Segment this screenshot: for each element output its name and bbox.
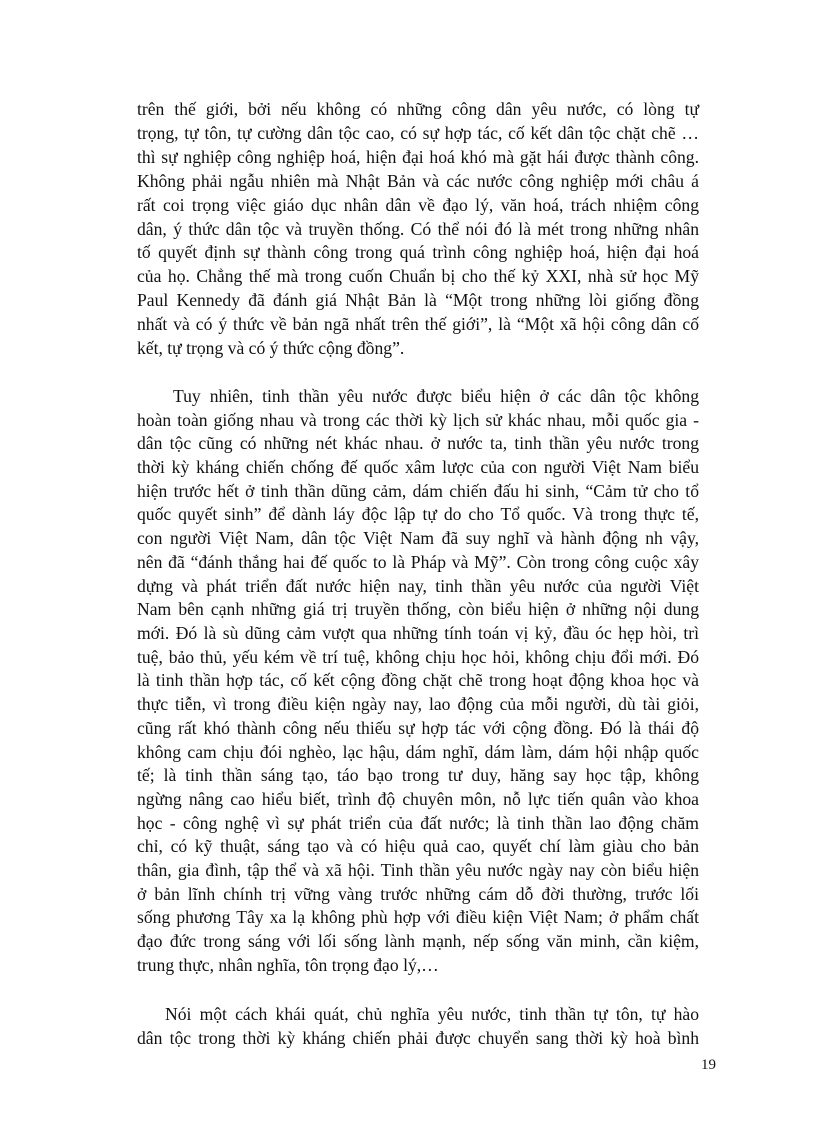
text-line: thời kỳ kháng chiến chống đế quốc xâm lược của con người Việt Nam biểu: [137, 457, 699, 478]
paragraph-1: [137, 98, 699, 361]
text-line: của họ. Chẳng thế mà trong cuốn Chuẩn bị cho thế kỷ XXI, nhà sử học Mỹ: [137, 266, 699, 287]
text-line: là tinh thần hợp tác, cố kết cộng đồng chặt chẽ trong hoạt động khoa học và: [137, 670, 699, 691]
text-line: nên đã “đánh thắng hai đế quốc to là Pháp và Mỹ”. Còn trong công cuộc xây: [137, 551, 699, 572]
text-line: con người Việt Nam, dân tộc Việt Nam đã suy nghĩ và hành động nh vậy,: [137, 528, 699, 549]
text-line: Paul Kennedy đã đánh giá Nhật Bản là “Một trong những lòi giống đồng: [137, 290, 699, 311]
text-line: Tuy nhiên, tinh thần yêu nước được biểu hiện ở các dân tộc không: [173, 385, 699, 406]
text-line: sống phương Tây xa lạ không phù hợp với điều kiện Việt Nam; ở phẩm chất: [137, 907, 699, 928]
text-line: đạo đức trong sáng với lối sống lành mạnh, nếp sống văn minh, cần kiệm,: [137, 931, 699, 952]
text-line: Nam bên cạnh những giá trị truyền thống, còn biểu hiện ở những nội dung: [137, 599, 699, 620]
text-line: dân, ý thức dân tộc và truyền thống. Có thể nói đó là mét trong những nhân: [137, 218, 699, 239]
text-line: Nói một cách khái quát, chủ nghĩa yêu nước, tinh thần tự tôn, tự hào: [165, 1003, 699, 1024]
text-line: mới. Đó là sù dũng cảm vượt qua những tính toán vị kỷ, đầu óc hẹp hòi, trì: [137, 623, 699, 643]
text-line: không cam chịu đói nghèo, lạc hậu, dám nghĩ, dám làm, dám hội nhập quốc: [137, 741, 699, 762]
text-line: trung thực, nhân nghĩa, tôn trọng đạo lý,…: [137, 954, 439, 975]
text-line: dân tộc trong thời kỳ kháng chiến phải được chuyển sang thời kỳ hoà bình: [137, 1027, 699, 1048]
text-line: quốc quyết sinh” để dành láy độc lập tự do cho Tổ quốc. Và trong thực tế,: [137, 504, 699, 525]
text-line: thân, gia đình, tập thể và xã hội. Tinh thần yêu nước ngày nay còn biểu hiện: [137, 860, 699, 881]
text-line: ở bản lĩnh chính trị vững vàng trước những cám dỗ đời thường, trước lối: [137, 883, 699, 904]
text-line: ngừng nâng cao hiểu biết, trình độ chuyên môn, nỗ lực tiến quân vào khoa: [137, 788, 699, 809]
text-line: nhất và có ý thức về bản ngã nhất trên thế giới”, là “Một xã hội công dân cố: [137, 314, 699, 335]
text-line: học - công nghệ vì sự phát triển của đất nước; là tinh thần lao động chăm: [137, 812, 699, 833]
text-line: tuệ, bảo thủ, yếu kém về trí tuệ, không chịu học hỏi, không chịu đổi mới. Đó: [137, 646, 699, 667]
paragraph-2: [137, 385, 699, 978]
text-line: trọng, tự tôn, tự cường dân tộc cao, có sự hợp tác, cố kết dân tộc chặt chẽ …: [137, 122, 699, 143]
text-line: thì sự nghiệp công nghiệp hoá, hiện đại hoá khó mà gặt hái được thành công.: [137, 146, 699, 167]
text-line: dân tộc cũng có những nét khác nhau. ở nước ta, tinh thần yêu nước trong: [137, 433, 699, 454]
paragraph-3: [137, 1002, 699, 1050]
text-line: hoàn toàn giống nhau và trong các thời kỳ lịch sử khác nhau, mỗi quốc gia -: [137, 409, 699, 430]
text-line: Không phải ngẫu nhiên mà Nhật Bản và các nước công nghiệp mới châu á: [137, 170, 699, 191]
text-line: thực tiễn, vì trong điều kiện ngày nay, lao động của mỗi người, dù tài giỏi,: [137, 694, 699, 715]
text-line: cũng rất khó thành công nếu thiếu sự hợp tác với cộng đồng. Đó là thái độ: [137, 717, 699, 738]
text-line: hiện trước hết ở tinh thần dũng cảm, dám chiến đấu hi sinh, “Cảm tử cho tổ: [137, 480, 699, 501]
text-line: tố quyết định sự thành công trong quá trình công nghiệp hoá, hiện đại hoá: [137, 242, 699, 263]
page-number: 19: [701, 1057, 716, 1073]
text-line: chỉ, có kỹ thuật, sáng tạo và có hiệu quả cao, quyết chí làm giàu cho bản: [137, 836, 699, 857]
text-line: kết, tự trọng và có ý thức cộng đồng”.: [137, 338, 405, 359]
text-line: rất coi trọng việc giáo dục nhân dân về đạo lý, văn hoá, trách nhiệm công: [137, 194, 699, 215]
body-text: [137, 98, 699, 1050]
text-line: dựng và phát triển đất nước hiện nay, tinh thần yêu nước của người Việt: [137, 575, 699, 596]
text-line: tế; là tinh thần sáng tạo, táo bạo trong tư duy, hăng say học tập, không: [137, 765, 699, 786]
text-line: trên thế giới, bởi nếu không có những công dân yêu nước, có lòng tự: [137, 99, 699, 119]
